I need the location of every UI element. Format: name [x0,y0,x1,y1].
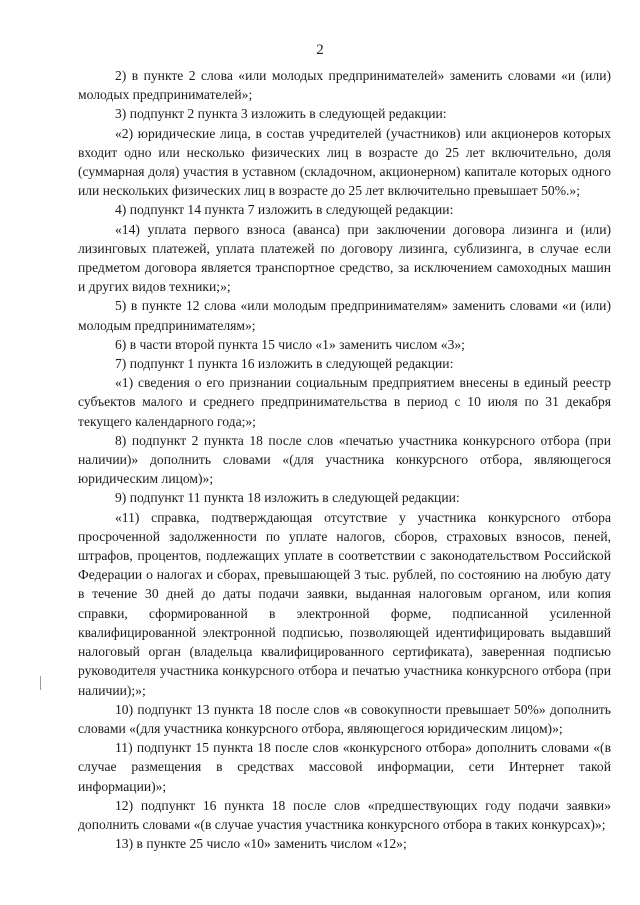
paragraph-quote-7: «1) сведения о его признании социальным предприятием внесены в единый реестр субъектов малого и среднего предпринимательства в период с 10 июля по 31 декабря текущего календарного года;»; [78,375,611,429]
paragraph-amendment-9: 9) подпункт 11 пункта 18 изложить в следующей редакции: [115,490,460,506]
paragraph-quote-4: «14) уплата первого взноса (аванса) при заключении договора лизинга и (или) лизинговых платежей, уплата платежей по договору лизинга, сублизинга, в случае если предметом договора является транспортное средство, за исключением самоходных машин и других видов техники;»; [78,221,611,295]
paragraph-amendment-11: 11) подпункт 15 пункта 18 после слов «конкурсного отбора» дополнить словами «(в случае размещения в средствах массовой информации, сети Интернет такой информации)»; [78,740,611,794]
paragraph-amendment-10: 10) подпункт 13 пункта 18 после слов «в совокупности превышает 50%» дополнить словами «(для участника конкурсного отбора, являющегося юридическим лицом)»; [78,701,611,736]
paragraph-amendment-13: 13) в пункте 25 число «10» заменить числом «12»; [115,836,407,852]
page-number: 2 [316,42,324,58]
paragraph-quote-3: «2) юридические лица, в состав учредителей (участников) или акционеров которых входит одно или несколько физических лиц в возрасте до 25 лет включительно, доля (суммарная доля) участия в уставном (складочном, акционерном) капитале которых одного или нескольких физических лиц в возрасте до 25 лет включительно превышает 50%.»; [78,125,611,199]
paragraph-amendment-8: 8) подпункт 2 пункта 18 после слов «печатью участника конкурсного отбора (при наличии)» дополнить словами «(для участника конкурсного отбора, являющегося юридическим лицом)»; [78,432,611,487]
paragraph-quote-9: «11) справка, подтверждающая отсутствие у участника конкурсного отбора просроченной задолженности по уплате налогов, сборов, страховых взносов, пеней, штрафов, процентов, подлежащих уплате в соответствии с законодательством Российской Федерации о налогах и сборах, превышающей 3 тыс. рублей, по состоянию на любую дату в течение 30 дней до даты подачи заявки, выданная налоговым органом, или копия справки, сформированной в электронной форме, подписанной усиленной квалифицированной электронной подписью, позволяющей идентифицировать выдавший налоговый орган (владельца квалифицированного сертификата), заверенная подписью руководителя участника конкурсного отбора и печатью участника конкурсного отбора (при наличии);»; [78,509,611,698]
paragraph-amendment-6: 6) в части второй пункта 15 число «1» заменить числом «3»; [115,336,465,352]
paragraph-amendment-5: 5) в пункте 12 слова «или молодым предпринимателям» заменить словами «и (или) молодым предпринимателям»; [78,298,611,333]
paragraph-amendment-3: 3) подпункт 2 пункта 3 изложить в следующей редакции: [115,106,447,122]
margin-mark [40,676,41,690]
paragraph-amendment-12: 12) подпункт 16 пункта 18 после слов «предшествующих году подачи заявки» дополнить словами «(в случае участия участника конкурсного отбора в таких конкурсах)»; [78,797,611,832]
document-body [78,66,611,853]
paragraph-amendment-2: 2) в пункте 2 слова «или молодых предпринимателей» заменить словами «и (или) молодых предпринимателей»; [78,68,611,103]
paragraph-amendment-4: 4) подпункт 14 пункта 7 изложить в следующей редакции: [115,202,454,218]
paragraph-amendment-7: 7) подпункт 1 пункта 16 изложить в следующей редакции: [115,356,454,372]
